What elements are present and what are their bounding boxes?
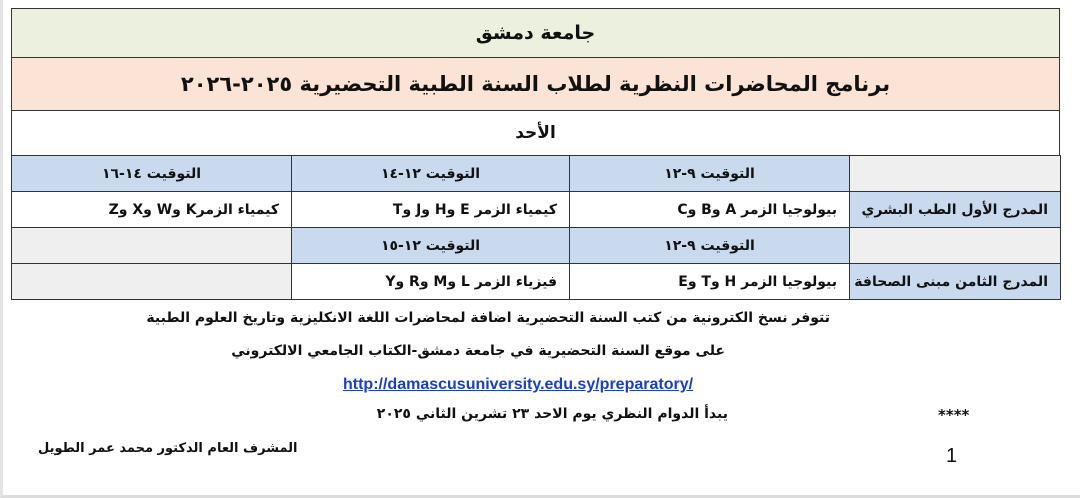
preparatory-link[interactable]: http://damascusuniversity.edu.sy/preparatory/	[343, 376, 694, 393]
time-slot-cell: التوقيت ٩-١٢	[570, 156, 850, 192]
start-date-note: يبدأ الدوام النظري يوم الاحد ٢٣ تشرين الثاني ٢٠٢٥	[376, 406, 728, 422]
course-cell: كيمياء الزمرK وW وX وZ	[12, 192, 292, 228]
course-cell: فيزياء الزمر L وM وR وY	[292, 264, 570, 300]
table-row	[12, 156, 1061, 192]
website-note: على موقع السنة التحضيرية في جامعة دمشق-الكتاب الجامعي الالكتروني	[231, 343, 725, 359]
schedule-table	[11, 155, 1061, 300]
table-row	[12, 228, 1061, 264]
course-cell: بيولوجيا الزمر A وB وC	[570, 192, 850, 228]
hall-cell	[850, 228, 1061, 264]
empty-cell	[12, 264, 292, 300]
page-number: 1	[946, 445, 958, 467]
time-slot-cell: التوقيت ١٢-١٤	[292, 156, 570, 192]
time-slot-cell: التوقيت ٩-١٢	[570, 228, 850, 264]
time-slot-cell: التوقيت ١٢-١٥	[292, 228, 570, 264]
table-row	[12, 192, 1061, 228]
program-title: برنامج المحاضرات النظرية لطلاب السنة الطبية التحضيرية ٢٠٢٥-٢٠٢٦	[180, 72, 891, 96]
table-row	[12, 264, 1061, 300]
time-slot-cell: التوقيت ١٤-١٦	[12, 156, 292, 192]
hall-cell: المدرج الأول الطب البشري	[850, 192, 1061, 228]
course-cell: بيولوجيا الزمر H وT وE	[570, 264, 850, 300]
ebooks-note: تتوفر نسخ الكترونية من كتب السنة التحضيرية اضافة لمحاضرات اللغة الانكليزية وتاريخ العلوم الطبية	[146, 310, 830, 326]
supervisor-signature: المشرف العام الدكتور محمد عمر الطويل	[38, 441, 298, 456]
program-title-row	[11, 57, 1060, 110]
hall-cell: المدرج الثامن مبنى الصحافة	[850, 264, 1061, 300]
course-cell: كيمياء الزمر E وH وJ وT	[292, 192, 570, 228]
hall-cell	[850, 156, 1061, 192]
day-row	[11, 110, 1060, 155]
day-label: الأحد	[515, 123, 556, 143]
university-name: جامعة دمشق	[475, 22, 596, 44]
stars-mark: ****	[938, 406, 970, 424]
empty-cell	[12, 228, 292, 264]
university-header	[11, 8, 1060, 57]
